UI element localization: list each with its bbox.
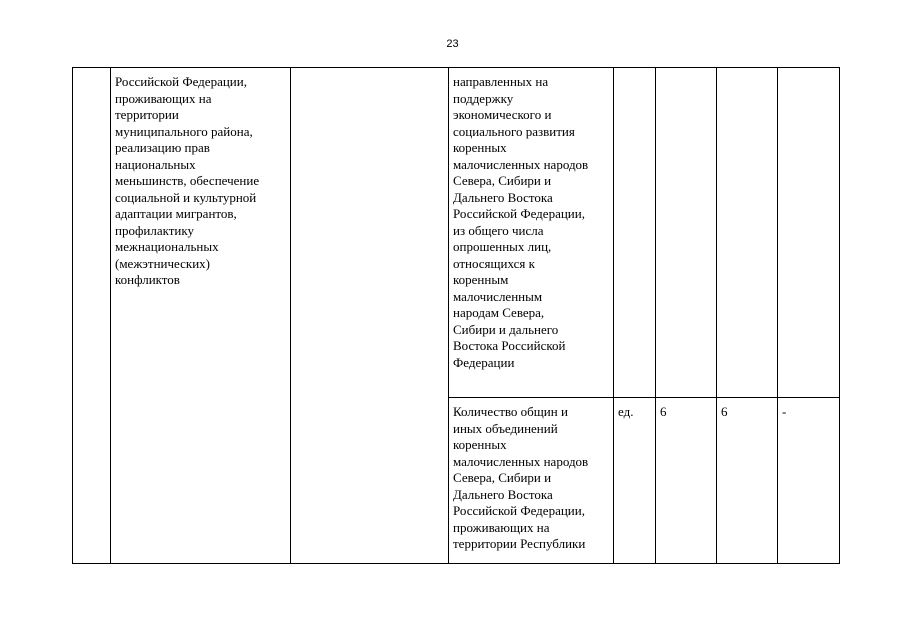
unit-cell: [614, 68, 656, 398]
value-cell: 6: [656, 398, 717, 564]
value-cell: -: [778, 398, 840, 564]
indicators-table: [72, 67, 840, 564]
goal-cell: Российской Федерации, проживающих на территории муниципального района, реализацию прав национальных меньшинств, обеспечение социальной и культурной адаптации мигрантов, профилактику межнациональных (межэтнических) конфликтов: [111, 68, 291, 564]
table-row: [73, 68, 840, 398]
value-cell: 6: [717, 398, 778, 564]
number-cell: [73, 68, 111, 564]
value-cell: [717, 68, 778, 398]
unit-cell: ед.: [614, 398, 656, 564]
indicator-cell: Количество общин и иных объединений коренных малочисленных народов Севера, Сибири и Дальнего Востока Российской Федерации, проживающих на территории Республики: [449, 398, 614, 564]
value-cell: [656, 68, 717, 398]
empty-cell: [291, 68, 449, 564]
page-number: 23: [446, 38, 459, 50]
value-cell: [778, 68, 840, 398]
indicator-cell: направленных на поддержку экономического и социального развития коренных малочисленных народов Севера, Сибири и Дальнего Востока Российской Федерации, из общего числа опрошенных лиц, относящихся к коренным малочисленным народам Севера, Сибири и дальнего Востока Российской Федерации: [449, 68, 614, 398]
